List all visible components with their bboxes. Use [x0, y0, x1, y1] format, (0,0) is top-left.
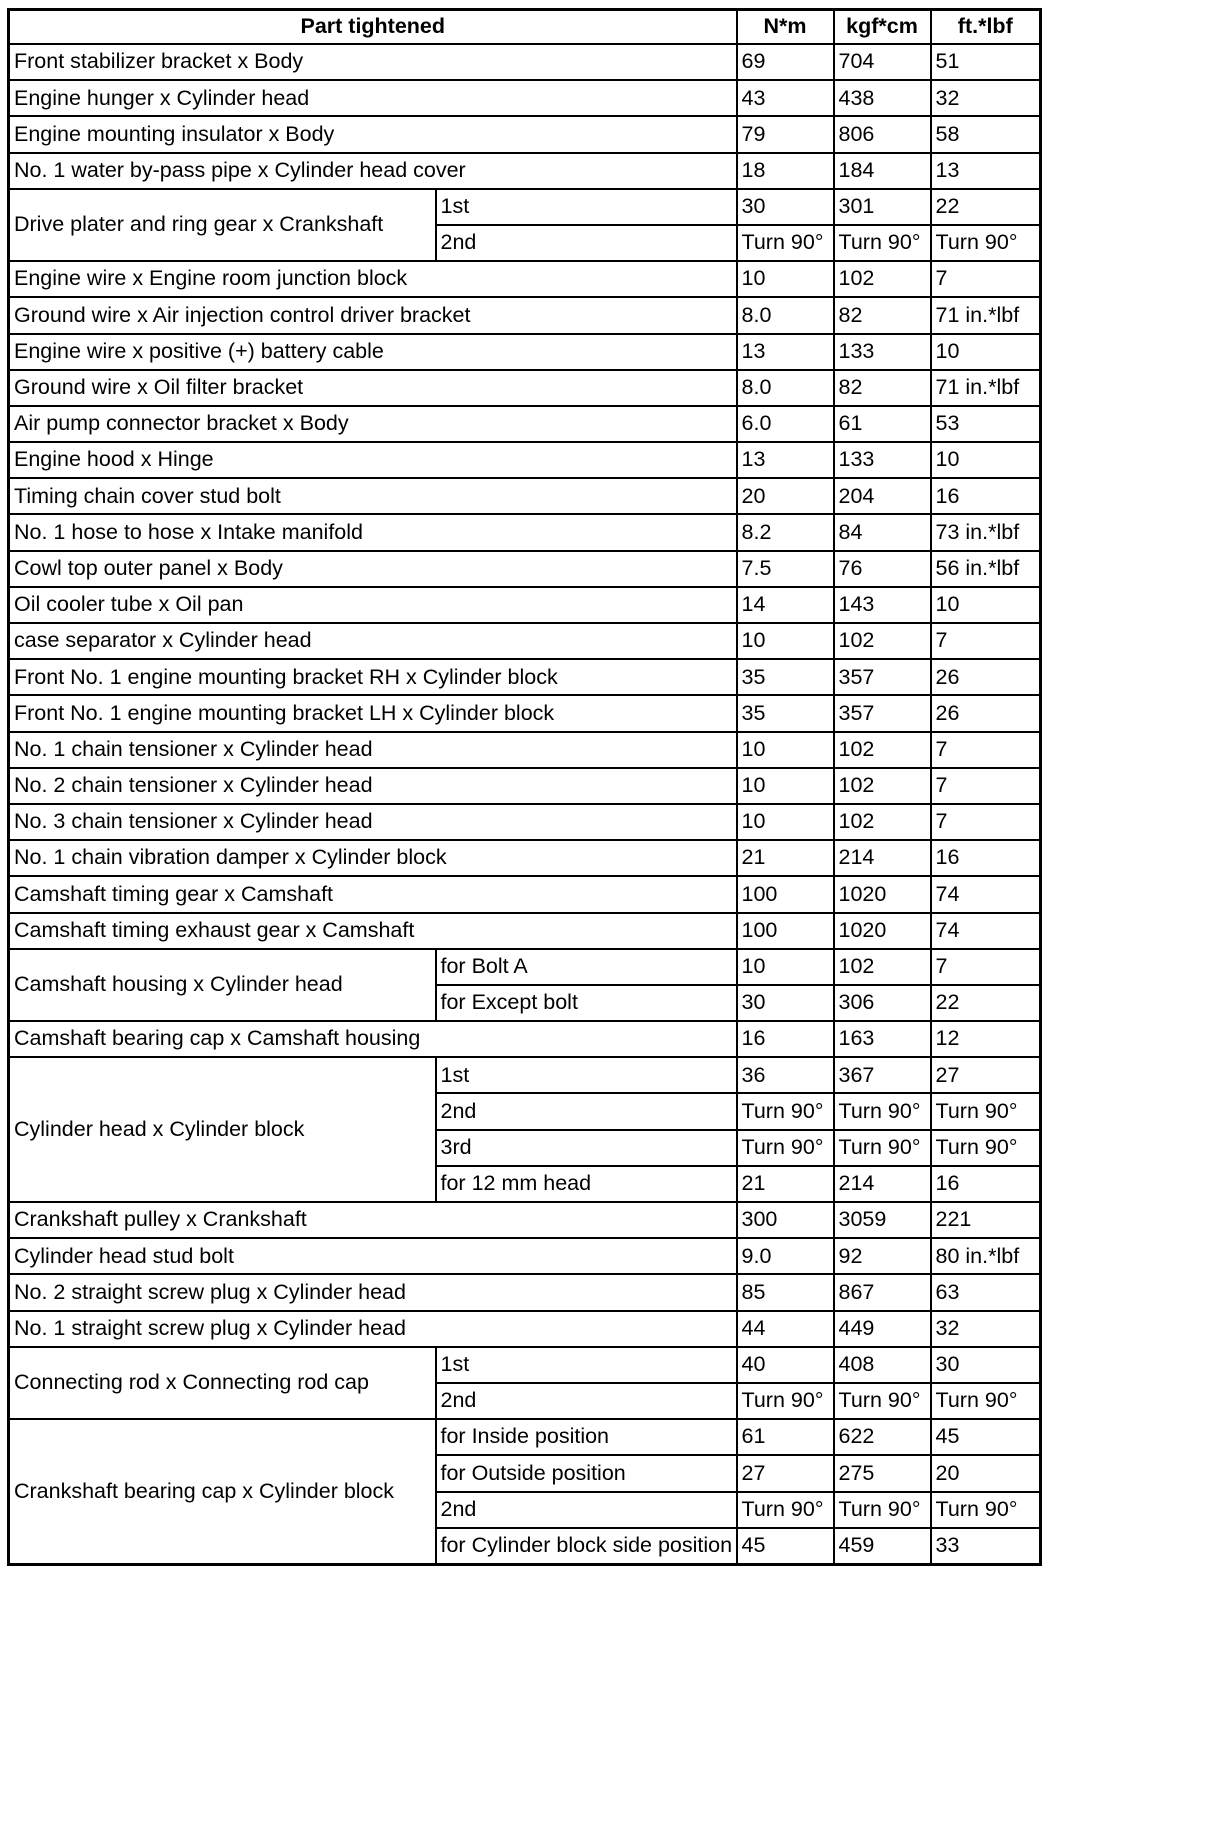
nm-cell: 9.0 — [737, 1238, 834, 1274]
nm-cell: 43 — [737, 80, 834, 116]
ft-cell: 10 — [931, 334, 1041, 370]
ft-cell: Turn 90° — [931, 1492, 1041, 1528]
part-cell: Cylinder head x Cylinder block — [9, 1057, 436, 1202]
step-cell: 2nd — [436, 1383, 737, 1419]
table-row — [9, 297, 1041, 333]
kgf-cell: 1020 — [834, 876, 931, 912]
kgf-cell: 204 — [834, 478, 931, 514]
step-cell: 1st — [436, 1347, 737, 1383]
kgf-cell: 301 — [834, 189, 931, 225]
part-cell: Engine hood x Hinge — [9, 442, 737, 478]
part-cell: Front stabilizer bracket x Body — [9, 44, 737, 80]
table-row — [9, 949, 1041, 985]
kgf-cell: 184 — [834, 153, 931, 189]
part-cell: Crankshaft pulley x Crankshaft — [9, 1202, 737, 1238]
nm-cell: 13 — [737, 442, 834, 478]
kgf-cell: 275 — [834, 1455, 931, 1491]
header-part: Part tightened — [9, 10, 737, 45]
part-cell: Ground wire x Air injection control driver bracket — [9, 297, 737, 333]
part-cell: No. 1 chain tensioner x Cylinder head — [9, 732, 737, 768]
kgf-cell: 1020 — [834, 913, 931, 949]
ft-cell: 71 in.*lbf — [931, 297, 1041, 333]
kgf-cell: 102 — [834, 623, 931, 659]
kgf-cell: Turn 90° — [834, 1130, 931, 1166]
nm-cell: 40 — [737, 1347, 834, 1383]
table-row — [9, 1057, 1041, 1093]
ft-cell: 74 — [931, 913, 1041, 949]
nm-cell: Turn 90° — [737, 1093, 834, 1129]
kgf-cell: 84 — [834, 514, 931, 550]
part-cell: Crankshaft bearing cap x Cylinder block — [9, 1419, 436, 1564]
kgf-cell: 449 — [834, 1311, 931, 1347]
ft-cell: 80 in.*lbf — [931, 1238, 1041, 1274]
part-cell: No. 3 chain tensioner x Cylinder head — [9, 804, 737, 840]
ft-cell: 12 — [931, 1021, 1041, 1057]
nm-cell: 30 — [737, 189, 834, 225]
table-row — [9, 876, 1041, 912]
table-row — [9, 80, 1041, 116]
table-row — [9, 1202, 1041, 1238]
part-cell: No. 1 water by-pass pipe x Cylinder head cover — [9, 153, 737, 189]
table-row — [9, 913, 1041, 949]
part-cell: Engine wire x positive (+) battery cable — [9, 334, 737, 370]
nm-cell: 300 — [737, 1202, 834, 1238]
nm-cell: 8.0 — [737, 297, 834, 333]
ft-cell: 53 — [931, 406, 1041, 442]
ft-cell: 10 — [931, 587, 1041, 623]
kgf-cell: Turn 90° — [834, 1093, 931, 1129]
ft-cell: 7 — [931, 804, 1041, 840]
kgf-cell: 459 — [834, 1528, 931, 1565]
table-row — [9, 551, 1041, 587]
ft-cell: 58 — [931, 116, 1041, 152]
table-row — [9, 1419, 1041, 1455]
table-row — [9, 514, 1041, 550]
nm-cell: 61 — [737, 1419, 834, 1455]
part-cell: Front No. 1 engine mounting bracket LH x Cylinder block — [9, 695, 737, 731]
nm-cell: 30 — [737, 985, 834, 1021]
ft-cell: 16 — [931, 1166, 1041, 1202]
table-row — [9, 478, 1041, 514]
nm-cell: Turn 90° — [737, 1492, 834, 1528]
ft-cell: Turn 90° — [931, 1383, 1041, 1419]
kgf-cell: 82 — [834, 370, 931, 406]
part-cell: No. 1 chain vibration damper x Cylinder block — [9, 840, 737, 876]
nm-cell: 10 — [737, 623, 834, 659]
part-cell: Camshaft housing x Cylinder head — [9, 949, 436, 1021]
kgf-cell: 367 — [834, 1057, 931, 1093]
kgf-cell: 102 — [834, 261, 931, 297]
ft-cell: 71 in.*lbf — [931, 370, 1041, 406]
table-row — [9, 406, 1041, 442]
nm-cell: 6.0 — [737, 406, 834, 442]
kgf-cell: 438 — [834, 80, 931, 116]
nm-cell: Turn 90° — [737, 225, 834, 261]
step-cell: 2nd — [436, 1492, 737, 1528]
table-row — [9, 623, 1041, 659]
table-row — [9, 116, 1041, 152]
kgf-cell: Turn 90° — [834, 225, 931, 261]
kgf-cell: 102 — [834, 732, 931, 768]
ft-cell: 27 — [931, 1057, 1041, 1093]
part-cell: No. 1 straight screw plug x Cylinder head — [9, 1311, 737, 1347]
part-cell: Front No. 1 engine mounting bracket RH x Cylinder block — [9, 659, 737, 695]
ft-cell: 7 — [931, 768, 1041, 804]
table-row — [9, 1347, 1041, 1383]
table-row — [9, 695, 1041, 731]
kgf-cell: 214 — [834, 1166, 931, 1202]
ft-cell: 26 — [931, 659, 1041, 695]
step-cell: 1st — [436, 1057, 737, 1093]
step-cell: 2nd — [436, 225, 737, 261]
kgf-cell: 133 — [834, 442, 931, 478]
table-row — [9, 153, 1041, 189]
kgf-cell: 76 — [834, 551, 931, 587]
kgf-cell: 163 — [834, 1021, 931, 1057]
part-cell: No. 1 hose to hose x Intake manifold — [9, 514, 737, 550]
ft-cell: 63 — [931, 1274, 1041, 1310]
torque-table — [7, 8, 1042, 1566]
ft-cell: 22 — [931, 985, 1041, 1021]
nm-cell: 44 — [737, 1311, 834, 1347]
part-cell: Engine wire x Engine room junction block — [9, 261, 737, 297]
ft-cell: 33 — [931, 1528, 1041, 1565]
kgf-cell: 61 — [834, 406, 931, 442]
ft-cell: 7 — [931, 949, 1041, 985]
part-cell: No. 2 chain tensioner x Cylinder head — [9, 768, 737, 804]
ft-cell: 20 — [931, 1455, 1041, 1491]
kgf-cell: 102 — [834, 804, 931, 840]
nm-cell: 100 — [737, 876, 834, 912]
kgf-cell: 867 — [834, 1274, 931, 1310]
table-row — [9, 732, 1041, 768]
kgf-cell: 3059 — [834, 1202, 931, 1238]
ft-cell: 7 — [931, 261, 1041, 297]
nm-cell: 7.5 — [737, 551, 834, 587]
nm-cell: 18 — [737, 153, 834, 189]
nm-cell: 13 — [737, 334, 834, 370]
part-cell: Connecting rod x Connecting rod cap — [9, 1347, 436, 1419]
ft-cell: 7 — [931, 732, 1041, 768]
ft-cell: 73 in.*lbf — [931, 514, 1041, 550]
nm-cell: 21 — [737, 1166, 834, 1202]
part-cell: Camshaft timing exhaust gear x Camshaft — [9, 913, 737, 949]
header-kgf: kgf*cm — [834, 10, 931, 45]
step-cell: 2nd — [436, 1093, 737, 1129]
torque-spec-sheet — [7, 8, 1049, 1566]
kgf-cell: 102 — [834, 768, 931, 804]
part-cell: Engine mounting insulator x Body — [9, 116, 737, 152]
kgf-cell: 622 — [834, 1419, 931, 1455]
nm-cell: 8.2 — [737, 514, 834, 550]
step-cell: for Except bolt — [436, 985, 737, 1021]
nm-cell: 79 — [737, 116, 834, 152]
nm-cell: 100 — [737, 913, 834, 949]
ft-cell: 13 — [931, 153, 1041, 189]
nm-cell: 27 — [737, 1455, 834, 1491]
part-cell: Camshaft bearing cap x Camshaft housing — [9, 1021, 737, 1057]
ft-cell: 16 — [931, 840, 1041, 876]
nm-cell: 35 — [737, 659, 834, 695]
nm-cell: 16 — [737, 1021, 834, 1057]
table-row — [9, 1021, 1041, 1057]
table-row — [9, 804, 1041, 840]
table-row — [9, 370, 1041, 406]
nm-cell: 10 — [737, 261, 834, 297]
kgf-cell: 357 — [834, 659, 931, 695]
table-row — [9, 1238, 1041, 1274]
ft-cell: 32 — [931, 1311, 1041, 1347]
nm-cell: 10 — [737, 949, 834, 985]
part-cell: Oil cooler tube x Oil pan — [9, 587, 737, 623]
part-cell: Engine hunger x Cylinder head — [9, 80, 737, 116]
nm-cell: 45 — [737, 1528, 834, 1565]
ft-cell: 56 in.*lbf — [931, 551, 1041, 587]
part-cell: No. 2 straight screw plug x Cylinder head — [9, 1274, 737, 1310]
table-row — [9, 659, 1041, 695]
kgf-cell: 306 — [834, 985, 931, 1021]
nm-cell: 10 — [737, 804, 834, 840]
kgf-cell: 82 — [834, 297, 931, 333]
table-row — [9, 587, 1041, 623]
ft-cell: 221 — [931, 1202, 1041, 1238]
nm-cell: 10 — [737, 768, 834, 804]
part-cell: Cowl top outer panel x Body — [9, 551, 737, 587]
ft-cell: 30 — [931, 1347, 1041, 1383]
step-cell: 1st — [436, 189, 737, 225]
nm-cell: 21 — [737, 840, 834, 876]
part-cell: Timing chain cover stud bolt — [9, 478, 737, 514]
ft-cell: 22 — [931, 189, 1041, 225]
ft-cell: Turn 90° — [931, 1130, 1041, 1166]
part-cell: Camshaft timing gear x Camshaft — [9, 876, 737, 912]
kgf-cell: 133 — [834, 334, 931, 370]
nm-cell: 85 — [737, 1274, 834, 1310]
table-row — [9, 189, 1041, 225]
nm-cell: 69 — [737, 44, 834, 80]
ft-cell: 16 — [931, 478, 1041, 514]
step-cell: for Inside position — [436, 1419, 737, 1455]
table-row — [9, 768, 1041, 804]
kgf-cell: 357 — [834, 695, 931, 731]
nm-cell: 35 — [737, 695, 834, 731]
table-row — [9, 840, 1041, 876]
kgf-cell: Turn 90° — [834, 1492, 931, 1528]
ft-cell: 32 — [931, 80, 1041, 116]
step-cell: for Cylinder block side position — [436, 1528, 737, 1565]
step-cell: for Bolt A — [436, 949, 737, 985]
step-cell: 3rd — [436, 1130, 737, 1166]
ft-cell: 74 — [931, 876, 1041, 912]
ft-cell: Turn 90° — [931, 225, 1041, 261]
nm-cell: 10 — [737, 732, 834, 768]
table-row — [9, 442, 1041, 478]
header-row — [9, 10, 1041, 45]
part-cell: Drive plater and ring gear x Crankshaft — [9, 189, 436, 261]
table-row — [9, 1274, 1041, 1310]
ft-cell: 7 — [931, 623, 1041, 659]
part-cell: Air pump connector bracket x Body — [9, 406, 737, 442]
nm-cell: Turn 90° — [737, 1130, 834, 1166]
part-cell: case separator x Cylinder head — [9, 623, 737, 659]
table-row — [9, 44, 1041, 80]
header-ft: ft.*lbf — [931, 10, 1041, 45]
nm-cell: 8.0 — [737, 370, 834, 406]
nm-cell: 20 — [737, 478, 834, 514]
ft-cell: 51 — [931, 44, 1041, 80]
header-nm: N*m — [737, 10, 834, 45]
step-cell: for Outside position — [436, 1455, 737, 1491]
ft-cell: 10 — [931, 442, 1041, 478]
table-row — [9, 261, 1041, 297]
ft-cell: 45 — [931, 1419, 1041, 1455]
table-row — [9, 1311, 1041, 1347]
kgf-cell: 102 — [834, 949, 931, 985]
kgf-cell: 806 — [834, 116, 931, 152]
kgf-cell: 408 — [834, 1347, 931, 1383]
ft-cell: 26 — [931, 695, 1041, 731]
kgf-cell: Turn 90° — [834, 1383, 931, 1419]
table-row — [9, 334, 1041, 370]
part-cell: Ground wire x Oil filter bracket — [9, 370, 737, 406]
nm-cell: 14 — [737, 587, 834, 623]
kgf-cell: 704 — [834, 44, 931, 80]
nm-cell: Turn 90° — [737, 1383, 834, 1419]
kgf-cell: 143 — [834, 587, 931, 623]
kgf-cell: 214 — [834, 840, 931, 876]
step-cell: for 12 mm head — [436, 1166, 737, 1202]
kgf-cell: 92 — [834, 1238, 931, 1274]
part-cell: Cylinder head stud bolt — [9, 1238, 737, 1274]
ft-cell: Turn 90° — [931, 1093, 1041, 1129]
nm-cell: 36 — [737, 1057, 834, 1093]
